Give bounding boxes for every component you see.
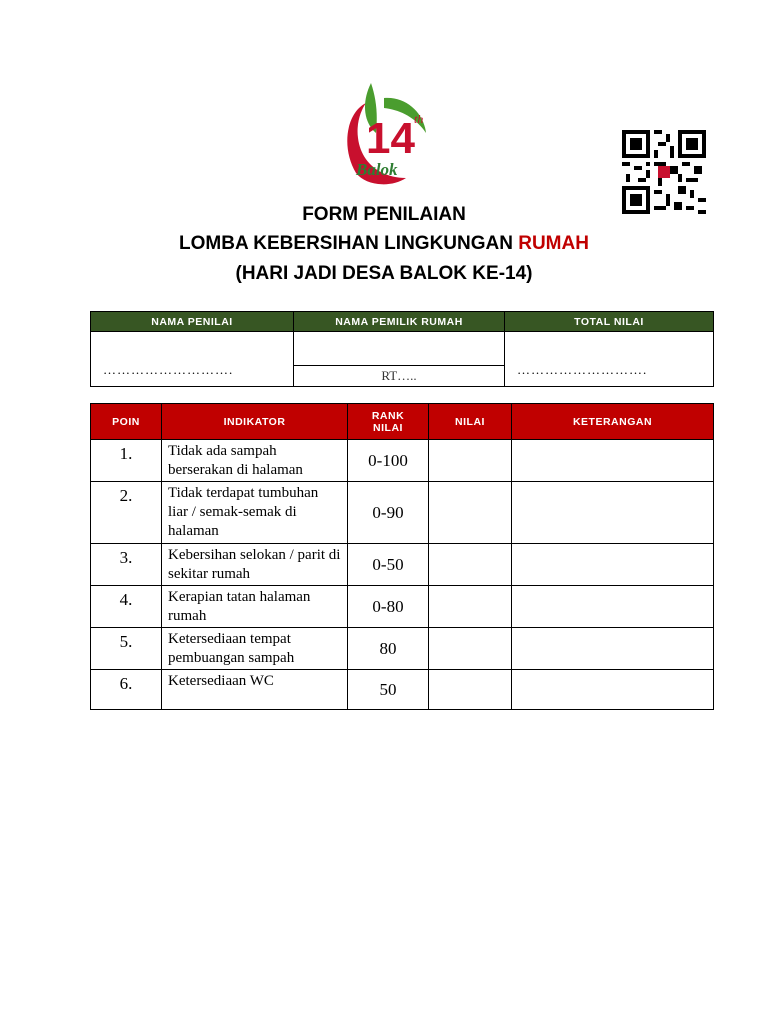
svg-text:Balok: Balok [356, 160, 398, 179]
poin-cell: 3. [91, 544, 162, 586]
header-nama-penilai: NAMA PENILAI [91, 312, 294, 332]
form-subtitle: LOMBA KEBERSIHAN LINGKUNGAN RUMAH [179, 233, 589, 254]
table-row [91, 628, 714, 670]
poin-cell: 5. [91, 628, 162, 670]
balok-14th-logo [336, 78, 436, 190]
rank-cell: 0-80 [348, 586, 429, 628]
nilai-input-cell[interactable] [429, 670, 512, 710]
keterangan-input-cell[interactable] [512, 440, 714, 482]
keterangan-input-cell[interactable] [512, 670, 714, 710]
info-table [90, 311, 714, 387]
form-event-title: (HARI JADI DESA BALOK KE-14) [235, 263, 533, 284]
header-poin: POIN [91, 404, 162, 440]
nilai-input-cell[interactable] [429, 586, 512, 628]
qr-code [622, 130, 706, 214]
header-nilai: NILAI [429, 404, 512, 440]
scoring-table [90, 403, 714, 710]
table-row [91, 670, 714, 710]
nama-penilai-field[interactable]: ………………………. [91, 332, 294, 387]
header-indikator: INDIKATOR [162, 404, 348, 440]
header-rank-nilai: RANK NILAI [348, 404, 429, 440]
poin-cell: 2. [91, 482, 162, 544]
rt-field[interactable]: RT….. [294, 366, 505, 387]
header-keterangan: KETERANGAN [512, 404, 714, 440]
rank-cell: 80 [348, 628, 429, 670]
nilai-input-cell[interactable] [429, 440, 512, 482]
nilai-input-cell[interactable] [429, 482, 512, 544]
header-nama-pemilik: NAMA PEMILIK RUMAH [294, 312, 505, 332]
total-nilai-field[interactable]: ………………………. [505, 332, 714, 387]
indikator-cell: Kebersihan selokan / parit di sekitar rumah [162, 544, 348, 586]
svg-text:th: th [414, 112, 424, 126]
form-title: FORM PENILAIAN [302, 204, 466, 225]
keterangan-input-cell[interactable] [512, 628, 714, 670]
keterangan-input-cell[interactable] [512, 544, 714, 586]
rank-cell: 0-90 [348, 482, 429, 544]
nilai-input-cell[interactable] [429, 544, 512, 586]
table-row [91, 440, 714, 482]
nilai-input-cell[interactable] [429, 628, 512, 670]
header-total-nilai: TOTAL NILAI [505, 312, 714, 332]
keterangan-input-cell[interactable] [512, 482, 714, 544]
poin-cell: 1. [91, 440, 162, 482]
table-row [91, 586, 714, 628]
indikator-cell: Ketersediaan WC [162, 670, 348, 710]
title-highlight: RUMAH [518, 233, 589, 254]
table-row [91, 482, 714, 544]
rank-cell: 0-100 [348, 440, 429, 482]
poin-cell: 6. [91, 670, 162, 710]
rank-cell: 0-50 [348, 544, 429, 586]
indikator-cell: Tidak terdapat tumbuhan liar / semak-semak di halaman [162, 482, 348, 544]
indikator-cell: Ketersediaan tempat pembuangan sampah [162, 628, 348, 670]
keterangan-input-cell[interactable] [512, 586, 714, 628]
poin-cell: 4. [91, 586, 162, 628]
indikator-cell: Tidak ada sampah berserakan di halaman [162, 440, 348, 482]
table-row [91, 544, 714, 586]
svg-text:14: 14 [366, 114, 415, 163]
indikator-cell: Kerapian tatan halaman rumah [162, 586, 348, 628]
nama-pemilik-field[interactable] [294, 332, 505, 366]
rank-cell: 50 [348, 670, 429, 710]
